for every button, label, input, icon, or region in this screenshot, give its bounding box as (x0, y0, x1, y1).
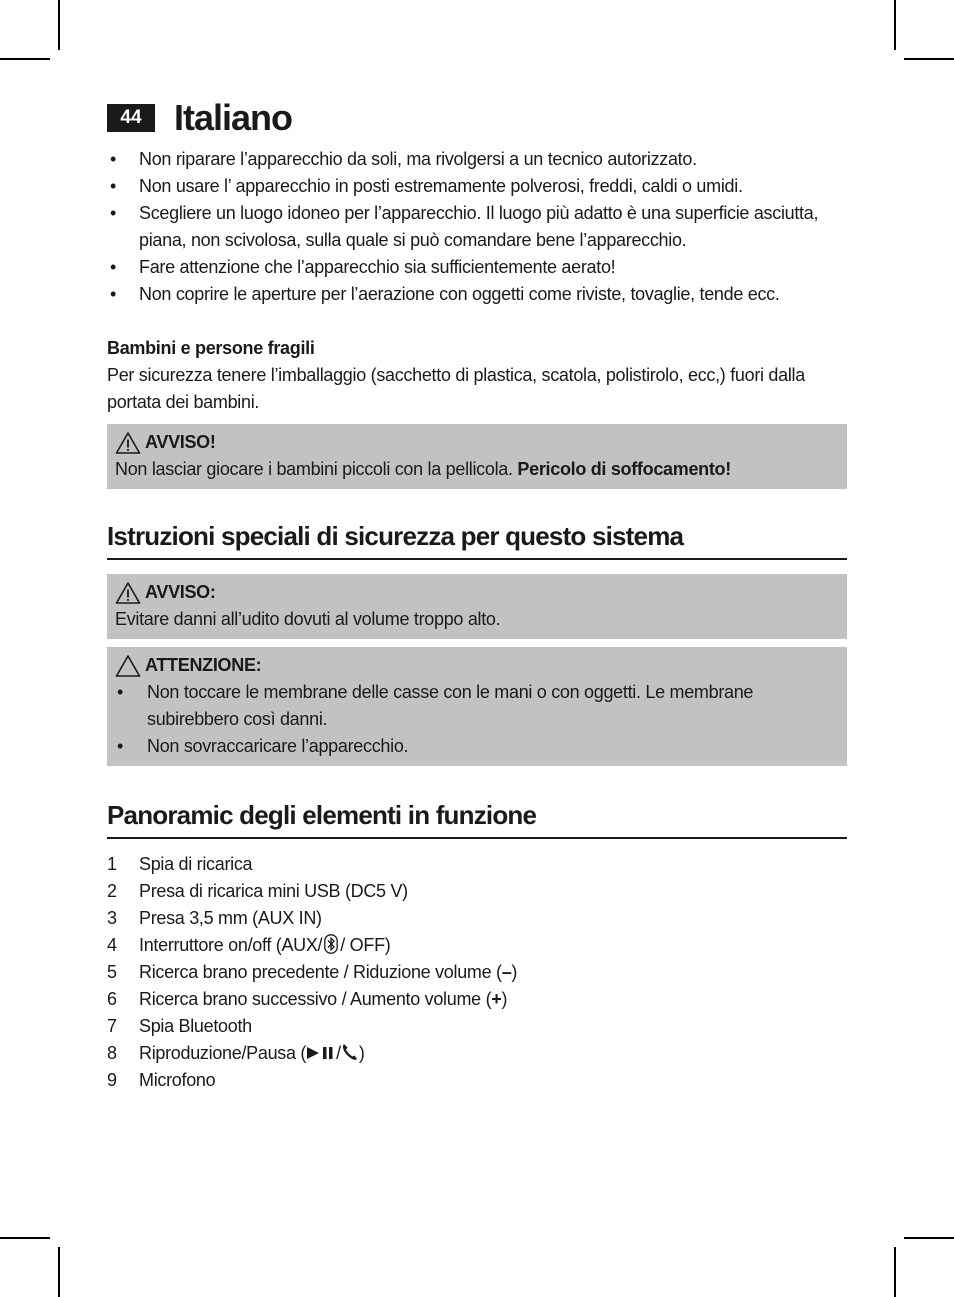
item-text (139, 986, 507, 1013)
crop-mark (904, 1237, 954, 1239)
children-text: Per sicurezza tenere l’imballaggio (sacchetto di plastica, scatola, polistirolo, ecc,) fuori dalla portata dei bambini. (107, 365, 805, 412)
phone-icon (341, 1042, 359, 1062)
warning-body: Non lasciar giocare i bambini piccoli con la pellicola. (115, 459, 513, 479)
item-number: 2 (107, 881, 117, 901)
list-item (107, 878, 847, 905)
item-number: 8 (107, 1043, 117, 1063)
caution-title (115, 652, 839, 679)
page-content (107, 98, 847, 1094)
warning-title (115, 429, 839, 456)
list-item: • Fare attenzione che l’apparecchio sia sufficientemente aerato! (107, 254, 847, 281)
caution-title-text: ATTENZIONE: (145, 655, 262, 675)
item-text-part: ) (511, 962, 518, 982)
list-item: • Non coprire le aperture per l’aerazione con oggetti come riviste, tovaglie, tende ecc. (107, 281, 847, 308)
crop-mark (894, 1247, 896, 1297)
list-item (107, 932, 847, 959)
item-text: Spia Bluetooth (139, 1016, 252, 1036)
crop-mark (894, 0, 896, 50)
item-text (139, 959, 517, 986)
item-text-part: Interruttore on/off (AUX/ (139, 935, 323, 955)
list-item (107, 1040, 847, 1067)
play-pause-icon (306, 1045, 336, 1061)
item-text-part: Riproduzione/Pausa ( (139, 1043, 307, 1063)
crop-mark (904, 58, 954, 60)
list-item (107, 959, 847, 986)
plus-symbol: + (491, 989, 502, 1009)
item-number: 7 (107, 1016, 117, 1036)
crop-mark (58, 1247, 60, 1297)
item-text: Microfono (139, 1070, 216, 1090)
item-text-part: / (336, 1043, 341, 1063)
item-text-part: Ricerca brano successivo / Aumento volume ( (139, 989, 492, 1009)
item-text-part: ) (358, 1043, 365, 1063)
crop-mark (0, 58, 50, 60)
item-text: Presa di ricarica mini USB (DC5 V) (139, 881, 408, 901)
page-title: Italiano (174, 97, 293, 138)
item-number: 6 (107, 989, 117, 1009)
item-text-part: / OFF) (340, 935, 391, 955)
item-text (139, 932, 390, 959)
list-item (107, 851, 847, 878)
item-text: Presa 3,5 mm (AUX IN) (139, 908, 322, 928)
warning-box (107, 424, 847, 489)
warning-triangle-icon (115, 431, 141, 455)
warning-title-text: AVVISO: (145, 582, 216, 602)
list-item (107, 986, 847, 1013)
list-item (107, 905, 847, 932)
item-number: 3 (107, 908, 117, 928)
section-heading: Istruzioni speciali di sicurezza per questo sistema (107, 521, 847, 560)
list-item: • Non toccare le membrane delle casse con le mani o con oggetti. Le membrane subirebbero così danni. (115, 679, 839, 733)
list-item: • Non usare l’ apparecchio in posti estremamente polverosi, freddi, caldi o umidi. (107, 173, 847, 200)
warning-title (115, 579, 839, 606)
item-text: Spia di ricarica (139, 854, 253, 874)
item-text-part: Ricerca brano precedente / Riduzione volume ( (139, 962, 502, 982)
children-heading: Bambini e persone fragili (107, 338, 315, 358)
item-text-part: ) (501, 989, 508, 1009)
safety-bullet-list (107, 146, 847, 308)
item-number: 4 (107, 935, 117, 955)
warning-triangle-icon (115, 581, 141, 605)
caution-bullet-list (115, 679, 839, 760)
page-number: 44 (107, 104, 155, 132)
warning-bold: Pericolo di soffocamento! (517, 459, 731, 479)
warning-title-text: AVVISO! (145, 432, 216, 452)
section-heading: Panoramic degli elementi in funzione (107, 800, 847, 839)
item-number: 9 (107, 1070, 117, 1090)
warning-text: Evitare danni all’udito dovuti al volume troppo alto. (115, 609, 501, 629)
list-item (107, 1013, 847, 1040)
warning-text (115, 456, 839, 483)
item-number: 5 (107, 962, 117, 982)
crop-mark (0, 1237, 50, 1239)
item-number: 1 (107, 854, 117, 874)
page-header (107, 98, 847, 138)
warning-box (107, 574, 847, 639)
caution-triangle-icon (115, 654, 141, 678)
crop-mark (58, 0, 60, 50)
list-item: • Non sovraccaricare l’apparecchio. (115, 733, 839, 760)
minus-symbol: – (501, 962, 512, 982)
bluetooth-icon (324, 934, 338, 954)
list-item: • Scegliere un luogo idoneo per l’apparecchio. Il luogo più adatto è una superficie asciutta, piana, non scivolosa, sulla quale si può comandare bene l’apparecchio. (107, 200, 847, 254)
caution-box (107, 647, 847, 766)
list-item: • Non riparare l’apparecchio da soli, ma rivolgersi a un tecnico autorizzato. (107, 146, 847, 173)
parts-list (107, 851, 847, 1094)
item-text (139, 1040, 365, 1067)
list-item (107, 1067, 847, 1094)
